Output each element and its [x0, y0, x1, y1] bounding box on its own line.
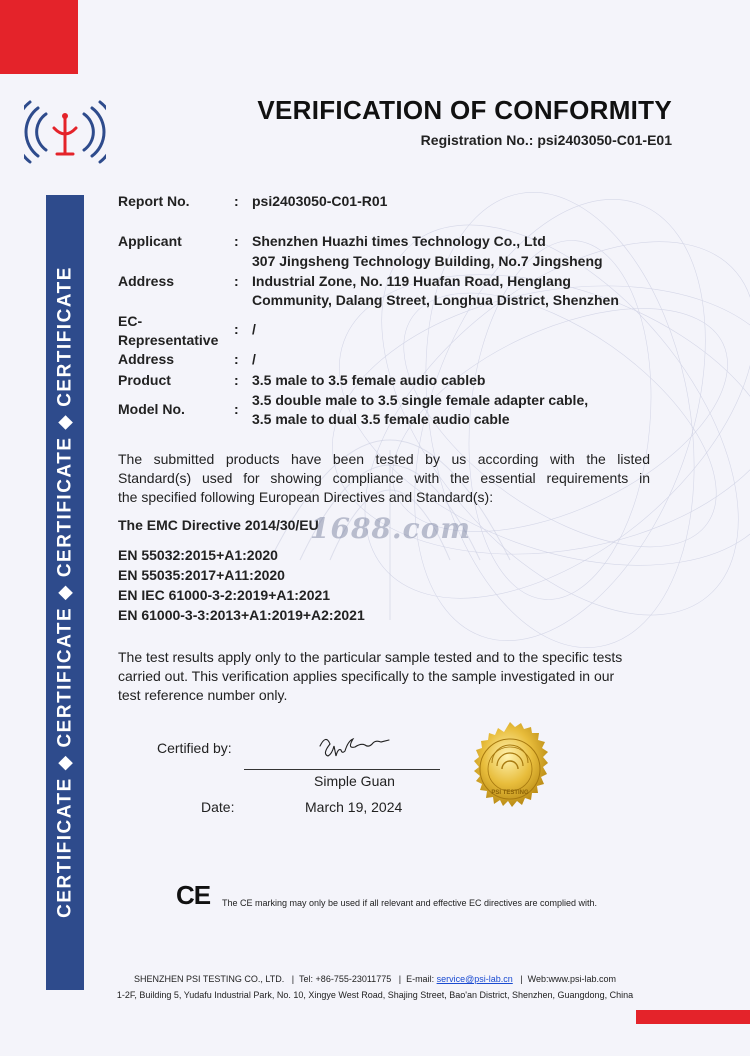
- ec-label-2: Representative: [118, 332, 219, 348]
- colon: :: [234, 351, 239, 367]
- corner-tab-bottom: [636, 1010, 750, 1024]
- model-line-1: 3.5 double male to 3.5 single female adapter cable,: [252, 392, 589, 408]
- colon: :: [234, 321, 239, 337]
- applicant-value: Shenzhen Huazhi times Technology Co., Ltd: [252, 233, 546, 249]
- signer-name: Simple Guan: [314, 773, 395, 789]
- report-label: Report No.: [118, 193, 190, 209]
- scope-text-line: The test results apply only to the particular sample tested and to the specific tests: [118, 649, 623, 665]
- signature-line: [244, 769, 440, 770]
- date-value: March 19, 2024: [305, 799, 403, 815]
- address-line-2: Industrial Zone, No. 119 Huafan Road, Henglang: [252, 273, 571, 289]
- watermark: 1688.com: [310, 512, 472, 545]
- signature-image: [316, 728, 396, 760]
- ce-mark-icon: CE: [176, 880, 211, 910]
- address-line-3: Community, Dalang Street, Longhua District, Shenzhen: [252, 292, 619, 308]
- applicant-label: Applicant: [118, 233, 182, 249]
- ec-address-value: /: [252, 351, 256, 367]
- gold-seal-icon: [458, 721, 562, 817]
- address-label: Address: [118, 273, 175, 289]
- model-line-2: 3.5 male to dual 3.5 female audio cable: [252, 411, 510, 427]
- address-line-1: 307 Jingsheng Technology Building, No.7 Jingsheng: [252, 253, 603, 269]
- colon: :: [234, 273, 239, 289]
- directive-title: The EMC Directive 2014/30/EU: [118, 517, 319, 533]
- ec-value: /: [252, 321, 256, 337]
- standard-item: EN 55032:2015+A1:2020: [118, 547, 278, 563]
- date-label: Date:: [201, 799, 235, 815]
- compliance-text-line: Standard(s) used for showing compliance with the essential requirements in: [118, 470, 650, 486]
- corner-tab-top: [0, 0, 78, 74]
- colon: :: [234, 372, 239, 388]
- certified-by-label: Certified by:: [157, 740, 232, 756]
- product-label: Product: [118, 372, 171, 388]
- certificate-side-text: CERTIFICATE ◆ CERTIFICATE ◆ CERTIFICATE ◆ CERTIFICATE: [54, 266, 76, 918]
- model-label: Model No.: [118, 401, 185, 417]
- registration-number: Registration No.: psi2403050-C01-E01: [420, 132, 672, 148]
- compliance-text-line: the specified following European Directives and Standard(s):: [118, 489, 494, 505]
- footer-email-link[interactable]: service@psi-lab.cn: [436, 974, 513, 984]
- colon: :: [234, 233, 239, 249]
- seal-text: PSI TESTING: [491, 790, 529, 796]
- psi-logo-icon: [24, 92, 106, 172]
- standard-item: EN 55035:2017+A11:2020: [118, 567, 285, 583]
- standard-item: EN 61000-3-3:2013+A1:2019+A2:2021: [118, 607, 365, 623]
- footer-web: Web:www.psi-lab.com: [527, 974, 616, 984]
- document-title: VERIFICATION OF CONFORMITY: [257, 95, 672, 125]
- report-value: psi2403050-C01-R01: [252, 193, 388, 209]
- product-value: 3.5 male to 3.5 female audio cableb: [252, 372, 486, 388]
- scope-text-line: carried out. This verification applies specifically to the sample investigated in our: [118, 668, 615, 684]
- scope-text-line: test reference number only.: [118, 687, 288, 703]
- standard-item: EN IEC 61000-3-2:2019+A1:2021: [118, 587, 331, 603]
- footer-contact: SHENZHEN PSI TESTING CO., LTD. | Tel: +86-755-23011775 | E-mail: service@psi-lab.cn | Web:www.psi-lab.com: [134, 974, 616, 984]
- footer-address: 1-2F, Building 5, Yudafu Industrial Park, No. 10, Xingye West Road, Shajing Street, Bao'an District, Shenzhen, Guangdong, China: [116, 990, 634, 1000]
- ec-label-1: EC-: [118, 313, 143, 329]
- colon: :: [234, 401, 239, 417]
- ce-note: The CE marking may only be used if all relevant and effective EC directives are complied with.: [222, 898, 598, 908]
- colon: :: [234, 193, 239, 209]
- ec-address-label: Address: [118, 351, 175, 367]
- signature-script: Simple Guan: [316, 728, 322, 729]
- compliance-text-line: The submitted products have been tested by us according with the listed: [118, 451, 650, 467]
- footer-company: SHENZHEN PSI TESTING CO., LTD.: [134, 974, 285, 984]
- footer-tel: Tel: +86-755-23011775: [299, 974, 392, 984]
- footer-email-label: E-mail:: [406, 974, 435, 984]
